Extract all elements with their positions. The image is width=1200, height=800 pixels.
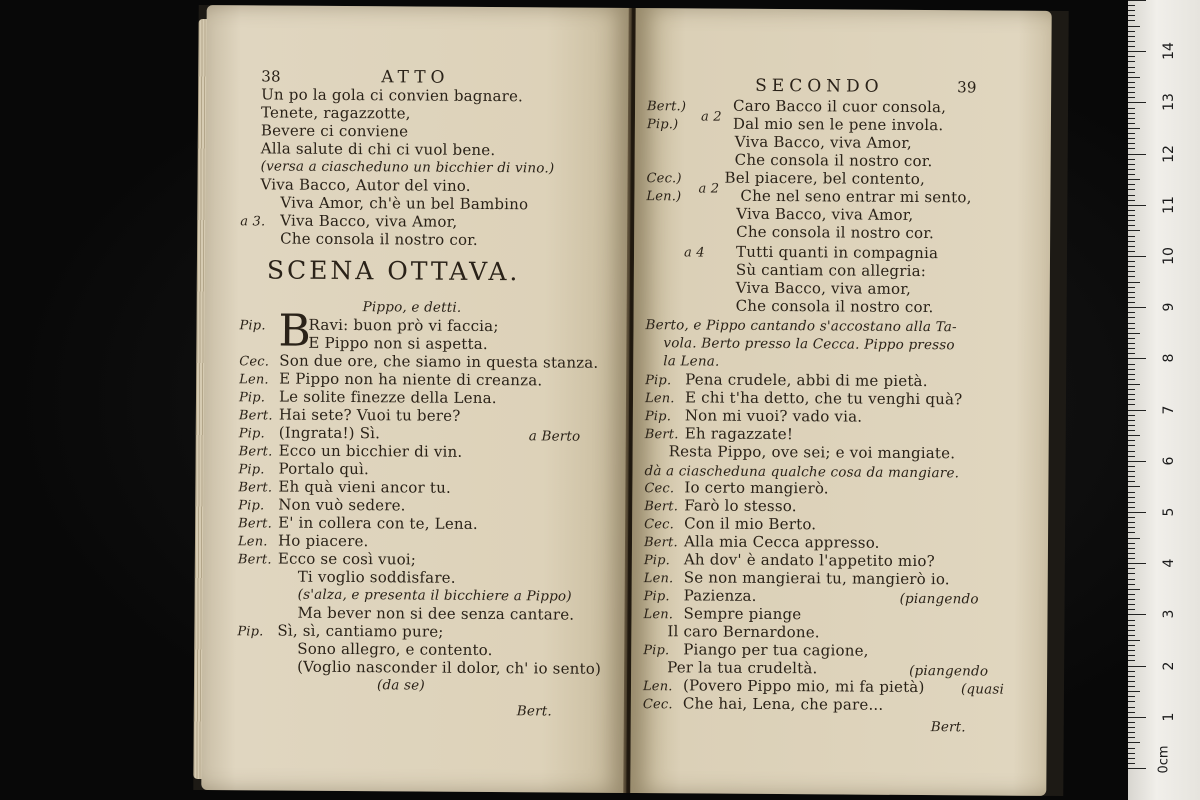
ruler-tick [1128, 527, 1135, 528]
dialogue-line: Ah dov' è andato l'appetito mio? [683, 550, 935, 571]
verse-line: Che consola il nostro cor. [735, 296, 934, 317]
measuring-ruler [1128, 0, 1200, 800]
scene-title: SCENA OTTAVA. [266, 255, 521, 287]
ruler-tick [1128, 133, 1135, 134]
right-page-number: 39 [957, 78, 977, 97]
ruler-tick [1128, 599, 1135, 600]
dialogue-line: Pena crudele, abbi di me pietà. [685, 370, 928, 391]
ruler-tick [1128, 72, 1135, 73]
ruler-tick [1128, 364, 1135, 365]
ruler-tick [1128, 604, 1135, 605]
speaker: Cec. [644, 481, 675, 497]
ruler-tick [1128, 230, 1140, 231]
ruler-tick [1128, 41, 1135, 42]
ruler-tick [1128, 26, 1140, 27]
dialogue-line: E chi t'ha detto, che tu venghi quà? [684, 388, 963, 409]
verse-line: Che consola il nostro cor. [736, 222, 935, 243]
ruler-tick [1128, 67, 1135, 68]
ruler-tick [1128, 568, 1135, 569]
ruler-number: 3 [1161, 609, 1177, 619]
speaker: Len. [643, 607, 674, 623]
ruler-tick [1128, 287, 1135, 288]
ruler-tick [1128, 425, 1135, 426]
ruler-tick [1128, 676, 1135, 677]
ruler-tick [1128, 266, 1135, 267]
ruler-tick [1128, 358, 1146, 359]
dialogue-line: Ma bever non si dee senza cantare. [297, 603, 575, 624]
dialogue-line: Sì, sì, cantiamo pure; [277, 621, 444, 641]
ruler-tick [1128, 594, 1135, 595]
ruler-tick [1128, 758, 1135, 759]
ruler-tick [1128, 492, 1135, 493]
dialogue-line: Le solite finezze della Lena. [278, 387, 497, 408]
aside-quasi: (quasi [960, 681, 1005, 698]
ruler-tick [1128, 374, 1135, 375]
ruler-tick [1128, 369, 1135, 370]
speaker: Len. [237, 534, 268, 550]
ruler-tick [1128, 154, 1146, 155]
ruler-tick [1128, 20, 1135, 21]
speaker: Bert. [238, 444, 273, 460]
ruler-tick [1128, 164, 1135, 165]
ruler-tick [1128, 174, 1135, 175]
dialogue-line: Sempre piange [683, 604, 802, 624]
ruler-tick [1128, 10, 1135, 11]
ruler-tick [1128, 389, 1135, 390]
ruler-tick [1128, 113, 1135, 114]
stage-direction: Berto, e Pippo cantando s'accostano alla Ta- [645, 317, 957, 336]
speaker: Pip. [643, 553, 671, 569]
ruler-tick [1128, 143, 1135, 144]
ruler-tick [1128, 717, 1146, 718]
dialogue-line: Il caro Bernardone. [667, 622, 820, 642]
open-book [193, 5, 1068, 796]
speaker: Bert. [643, 535, 678, 551]
ruler-tick [1128, 189, 1135, 190]
speaker: Len. [239, 372, 269, 388]
right-page [630, 8, 1051, 796]
ruler-tick [1128, 77, 1140, 78]
ruler-tick [1128, 51, 1146, 52]
ruler-tick [1128, 517, 1135, 518]
aside-piangendo: (piangendo [909, 662, 989, 680]
ruler-tick [1128, 660, 1135, 661]
speaker: Pip. [237, 624, 264, 640]
ruler-tick [1128, 476, 1135, 477]
right-running-header: SECONDO [755, 75, 884, 97]
ruler-tick [1128, 5, 1135, 6]
ruler-tick [1128, 317, 1135, 318]
ruler-tick [1128, 353, 1135, 354]
catchword: Bert. [516, 703, 552, 720]
left-page [201, 5, 631, 793]
a2-marker: a 2 [700, 109, 722, 125]
dialogue-line: Ti voglio soddisfare. [297, 567, 456, 587]
speaker: Len.) [646, 189, 682, 205]
dialogue-line: (Voglio nasconder il dolor, ch' io sento) [297, 657, 602, 678]
ruler-tick [1128, 261, 1135, 262]
ruler-unit-label: 0cm [1156, 745, 1172, 774]
ruler-tick [1128, 671, 1135, 672]
dialogue-line: Hai sete? Vuoi tu bere? [278, 405, 461, 425]
dialogue-line: Ravi: buon prò vi faccia; [308, 315, 499, 336]
ruler-tick [1128, 532, 1135, 533]
ruler-tick [1128, 507, 1135, 508]
speaker: Len. [643, 571, 674, 587]
verse-line: Viva Amor, ch'è un bel Bambino [280, 193, 529, 214]
dialogue-line: Con il mio Berto. [684, 514, 817, 534]
dialogue-line: E Pippo non ha niente di creanza. [279, 369, 543, 390]
verse-line: Viva Bacco, viva Amor, [280, 211, 458, 231]
scene-cast: Pippo, e detti. [362, 299, 462, 316]
dialogue-line: Eh quà vieni ancor tu. [278, 477, 452, 497]
ruler-tick [1128, 36, 1135, 37]
verse-line: Alla salute di chi ci vuol bene. [260, 139, 496, 160]
ruler-tick [1128, 123, 1135, 124]
ruler-tick [1128, 102, 1146, 103]
ruler-tick [1128, 0, 1146, 1]
ruler-tick [1128, 727, 1135, 728]
verse-line: Viva Bacco, viva Amor, [736, 204, 914, 224]
speaker: Bert. [644, 499, 679, 515]
ruler-number: 1 [1161, 712, 1177, 722]
dialogue-line: Che hai, Lena, che pare... [682, 694, 884, 714]
ruler-tick [1128, 394, 1135, 395]
ruler-tick [1128, 445, 1135, 446]
ruler-tick [1128, 645, 1135, 646]
ruler-tick [1128, 241, 1135, 242]
ruler-tick [1128, 328, 1135, 329]
ruler-number: 5 [1161, 507, 1177, 517]
dialogue-line: Portalo quì. [278, 459, 370, 479]
ruler-tick [1128, 563, 1146, 564]
ruler-tick [1128, 215, 1135, 216]
dialogue-line: Ecco se così vuoi; [277, 549, 417, 569]
ruler-tick [1128, 92, 1135, 93]
ruler-tick [1128, 195, 1135, 196]
ruler-tick [1128, 589, 1140, 590]
a2-marker: a 2 [698, 181, 720, 197]
ruler-number: 7 [1161, 405, 1177, 415]
verse-line: Dal mio sen le pene invola. [732, 114, 944, 135]
verse-line: Che nel seno entrar mi sento, [740, 186, 972, 207]
ruler-tick [1128, 271, 1135, 272]
ruler-tick [1128, 61, 1135, 62]
ruler-tick [1128, 497, 1135, 498]
dialogue-line: Non mi vuoi? vado via. [684, 406, 863, 426]
verse-line: Viva Bacco, viva amor, [735, 278, 912, 298]
drop-cap: B [278, 305, 311, 357]
speaker: Pip. [238, 390, 266, 406]
speaker: Cec.) [646, 171, 682, 187]
speaker: Pip. [643, 643, 670, 659]
ruler-tick [1128, 543, 1135, 544]
left-page-number: 38 [261, 67, 281, 86]
ruler-tick [1128, 640, 1140, 641]
verse-line: Tutti quanti in compagnia [735, 242, 939, 263]
verse-line: Che consola il nostro cor. [734, 150, 933, 171]
ruler-tick [1128, 251, 1135, 252]
ruler-tick [1128, 302, 1135, 303]
dialogue-line: Piango per tua cagione, [683, 640, 869, 660]
ruler-tick [1128, 573, 1135, 574]
ruler-tick [1128, 481, 1135, 482]
ruler-tick [1128, 737, 1135, 738]
verse-line: Viva Bacco, Autor del vino. [260, 175, 471, 195]
speaker: Bert. [238, 480, 273, 496]
ruler-tick [1128, 379, 1135, 380]
ruler-tick [1128, 148, 1135, 149]
ruler-number: 12 [1161, 144, 1177, 163]
ruler-tick [1128, 307, 1146, 308]
dialogue-line: Se non mangierai tu, mangierò io. [683, 568, 950, 589]
speaker: Bert. [237, 552, 272, 568]
ruler-tick [1128, 630, 1135, 631]
ruler-tick [1128, 655, 1135, 656]
ruler-tick [1128, 323, 1135, 324]
speaker: Bert. [644, 427, 679, 443]
speaker: Cec. [239, 354, 270, 370]
ruler-tick [1128, 384, 1140, 385]
ruler-tick [1128, 138, 1135, 139]
stage-direction: (versa a ciascheduno un bicchier di vino.) [260, 158, 555, 177]
speaker: Len. [642, 679, 673, 695]
ruler-tick [1128, 466, 1135, 467]
speaker: Bert. [238, 516, 273, 532]
speaker: Bert. [238, 408, 273, 424]
ruler-tick [1128, 404, 1135, 405]
ruler-number: 11 [1161, 195, 1177, 214]
ruler-tick [1128, 297, 1135, 298]
speaker: Len. [644, 391, 675, 407]
ruler-tick [1128, 522, 1135, 523]
ruler-tick [1128, 97, 1135, 98]
ruler-tick [1128, 312, 1135, 313]
speaker: Pip. [643, 589, 670, 605]
ruler-number: 2 [1161, 661, 1177, 671]
ruler-tick [1128, 696, 1135, 697]
ruler-tick [1128, 486, 1140, 487]
ruler-tick [1128, 210, 1135, 211]
ruler-tick [1128, 292, 1135, 293]
speaker: Pip. [238, 426, 265, 442]
stage-direction: la Lena. [663, 353, 720, 370]
verse-line: Che consola il nostro cor. [280, 229, 478, 249]
speaker: Bert.) [646, 99, 687, 115]
ruler-tick [1128, 461, 1146, 462]
ruler-tick [1128, 15, 1135, 16]
ruler-tick [1128, 558, 1135, 559]
ruler-tick [1128, 440, 1135, 441]
ruler-tick [1128, 732, 1135, 733]
ruler-number: 8 [1161, 353, 1177, 363]
ruler-number: 14 [1161, 42, 1177, 61]
verse-line: Caro Bacco il cuor consola, [732, 96, 947, 117]
aside-a-berto: a Berto [528, 428, 581, 445]
ruler-number: 4 [1161, 558, 1177, 568]
ruler-tick [1128, 712, 1135, 713]
ruler-tick [1128, 87, 1135, 88]
ruler-tick [1128, 609, 1135, 610]
ruler-number: 10 [1161, 247, 1177, 265]
ruler-tick [1128, 220, 1135, 221]
ruler-tick [1128, 753, 1135, 754]
ruler-tick [1128, 548, 1135, 549]
dialogue-line: Io certo mangierò. [684, 478, 829, 498]
ruler-tick [1128, 763, 1135, 764]
dialogue-line: Resta Pippo, ove sei; e voi mangiate. [668, 442, 956, 463]
ruler-tick [1128, 46, 1135, 47]
ruler-tick [1128, 722, 1135, 723]
aside-piangendo: (piangendo [899, 590, 979, 608]
ruler-tick [1128, 56, 1135, 57]
dialogue-line: Son due ore, che siamo in questa stanza. [279, 351, 599, 372]
verse-line: Tenete, ragazzotte, [260, 103, 411, 123]
speaker: Pip. [238, 462, 265, 478]
ruler-tick [1128, 768, 1146, 769]
catchword: Bert. [930, 719, 966, 736]
dialogue-line: Ecco un bicchier di vin. [278, 441, 463, 461]
stage-direction: dà a ciascheduna qualche cosa da mangiare. [644, 463, 960, 482]
verse-line: Sù cantiam con allegria: [735, 260, 927, 281]
speaker: Pip. [238, 498, 265, 514]
ruler-tick [1128, 415, 1135, 416]
ruler-tick [1128, 82, 1135, 83]
dialogue-line: Alla mia Cecca appresso. [683, 532, 880, 552]
ruler-tick [1128, 538, 1140, 539]
ruler-tick [1128, 742, 1140, 743]
ruler-tick [1128, 650, 1135, 651]
dialogue-line: E' in collera con te, Lena. [278, 513, 478, 533]
ruler-tick [1128, 399, 1135, 400]
ruler-tick [1128, 625, 1135, 626]
ruler-tick [1128, 276, 1135, 277]
ruler-tick [1128, 169, 1135, 170]
ruler-tick [1128, 748, 1135, 749]
ruler-tick [1128, 159, 1135, 160]
ruler-number: 13 [1161, 93, 1177, 112]
ruler-tick [1128, 118, 1135, 119]
a4-marker: a 4 [683, 245, 705, 261]
dialogue-line: Non vuò sedere. [278, 495, 406, 515]
ruler-tick [1128, 236, 1135, 237]
ruler-tick [1128, 635, 1135, 636]
stage-direction: vola. Berto presso la Cecca. Pippo presso [663, 335, 955, 354]
speaker: Pip. [645, 373, 672, 389]
a3-marker: a 3. [240, 214, 266, 230]
ruler-tick [1128, 420, 1135, 421]
ruler-tick [1128, 620, 1135, 621]
ruler-tick [1128, 430, 1135, 431]
ruler-tick [1128, 451, 1135, 452]
ruler-tick [1128, 333, 1140, 334]
ruler-tick [1128, 338, 1135, 339]
ruler-tick [1128, 343, 1135, 344]
ruler-tick [1128, 614, 1146, 615]
ruler-tick [1128, 31, 1135, 32]
ruler-tick [1128, 184, 1135, 185]
stage-direction: (s'alza, e presenta il bicchiere a Pippo) [297, 586, 572, 605]
ruler-tick [1128, 584, 1135, 585]
ruler-number: 6 [1161, 456, 1177, 466]
ruler-tick [1128, 256, 1146, 257]
ruler-tick [1128, 435, 1140, 436]
dialogue-line: Per la tua crudeltà. [667, 658, 818, 678]
ruler-tick [1128, 205, 1146, 206]
speaker: Pip. [239, 318, 266, 334]
speaker: Pip.) [646, 117, 679, 133]
verse-line: Un po la gola ci convien bagnare. [261, 85, 524, 106]
ruler-tick [1128, 348, 1135, 349]
ruler-tick [1128, 282, 1140, 283]
ruler-tick [1128, 691, 1140, 692]
verse-line: Bel piacere, bel contento, [724, 168, 926, 189]
dialogue-line: (Ingrata!) Sì. [278, 423, 381, 443]
ruler-tick [1128, 179, 1140, 180]
ruler-tick [1128, 246, 1135, 247]
speaker: Cec. [642, 697, 673, 713]
ruler-tick [1128, 128, 1140, 129]
dialogue-line: Pazienza. [683, 586, 757, 605]
ruler-tick [1128, 579, 1135, 580]
speaker: Pip. [644, 409, 672, 425]
speaker: Cec. [644, 517, 675, 533]
ruler-tick [1128, 456, 1135, 457]
ruler-tick [1128, 512, 1146, 513]
ruler-tick [1128, 681, 1135, 682]
verse-line: Bevere ci conviene [260, 121, 409, 141]
ruler-tick [1128, 666, 1146, 667]
ruler-number: 9 [1161, 302, 1177, 312]
verse-line: Viva Bacco, viva Amor, [734, 132, 912, 152]
dialogue-line: Farò lo stesso. [684, 496, 797, 516]
dialogue-line: Sono allegro, e contento. [297, 639, 493, 660]
ruler-tick [1128, 686, 1135, 687]
dialogue-line: Ho piacere. [277, 531, 369, 551]
ruler-tick [1128, 200, 1135, 201]
ruler-tick [1128, 108, 1135, 109]
dialogue-line: Eh ragazzate! [684, 424, 794, 444]
dialogue-line: E Pippo non si aspetta. [308, 333, 488, 353]
ruler-tick [1128, 701, 1135, 702]
aside-da-se: (da se) [376, 677, 425, 694]
dialogue-line: (Povero Pippo mio, mi fa pietà) [682, 676, 925, 697]
ruler-tick [1128, 707, 1135, 708]
ruler-tick [1128, 471, 1135, 472]
ruler-tick [1128, 410, 1146, 411]
ruler-tick [1128, 553, 1135, 554]
ruler-tick [1128, 225, 1135, 226]
ruler-tick [1128, 502, 1135, 503]
left-running-header: ATTO [381, 67, 450, 88]
